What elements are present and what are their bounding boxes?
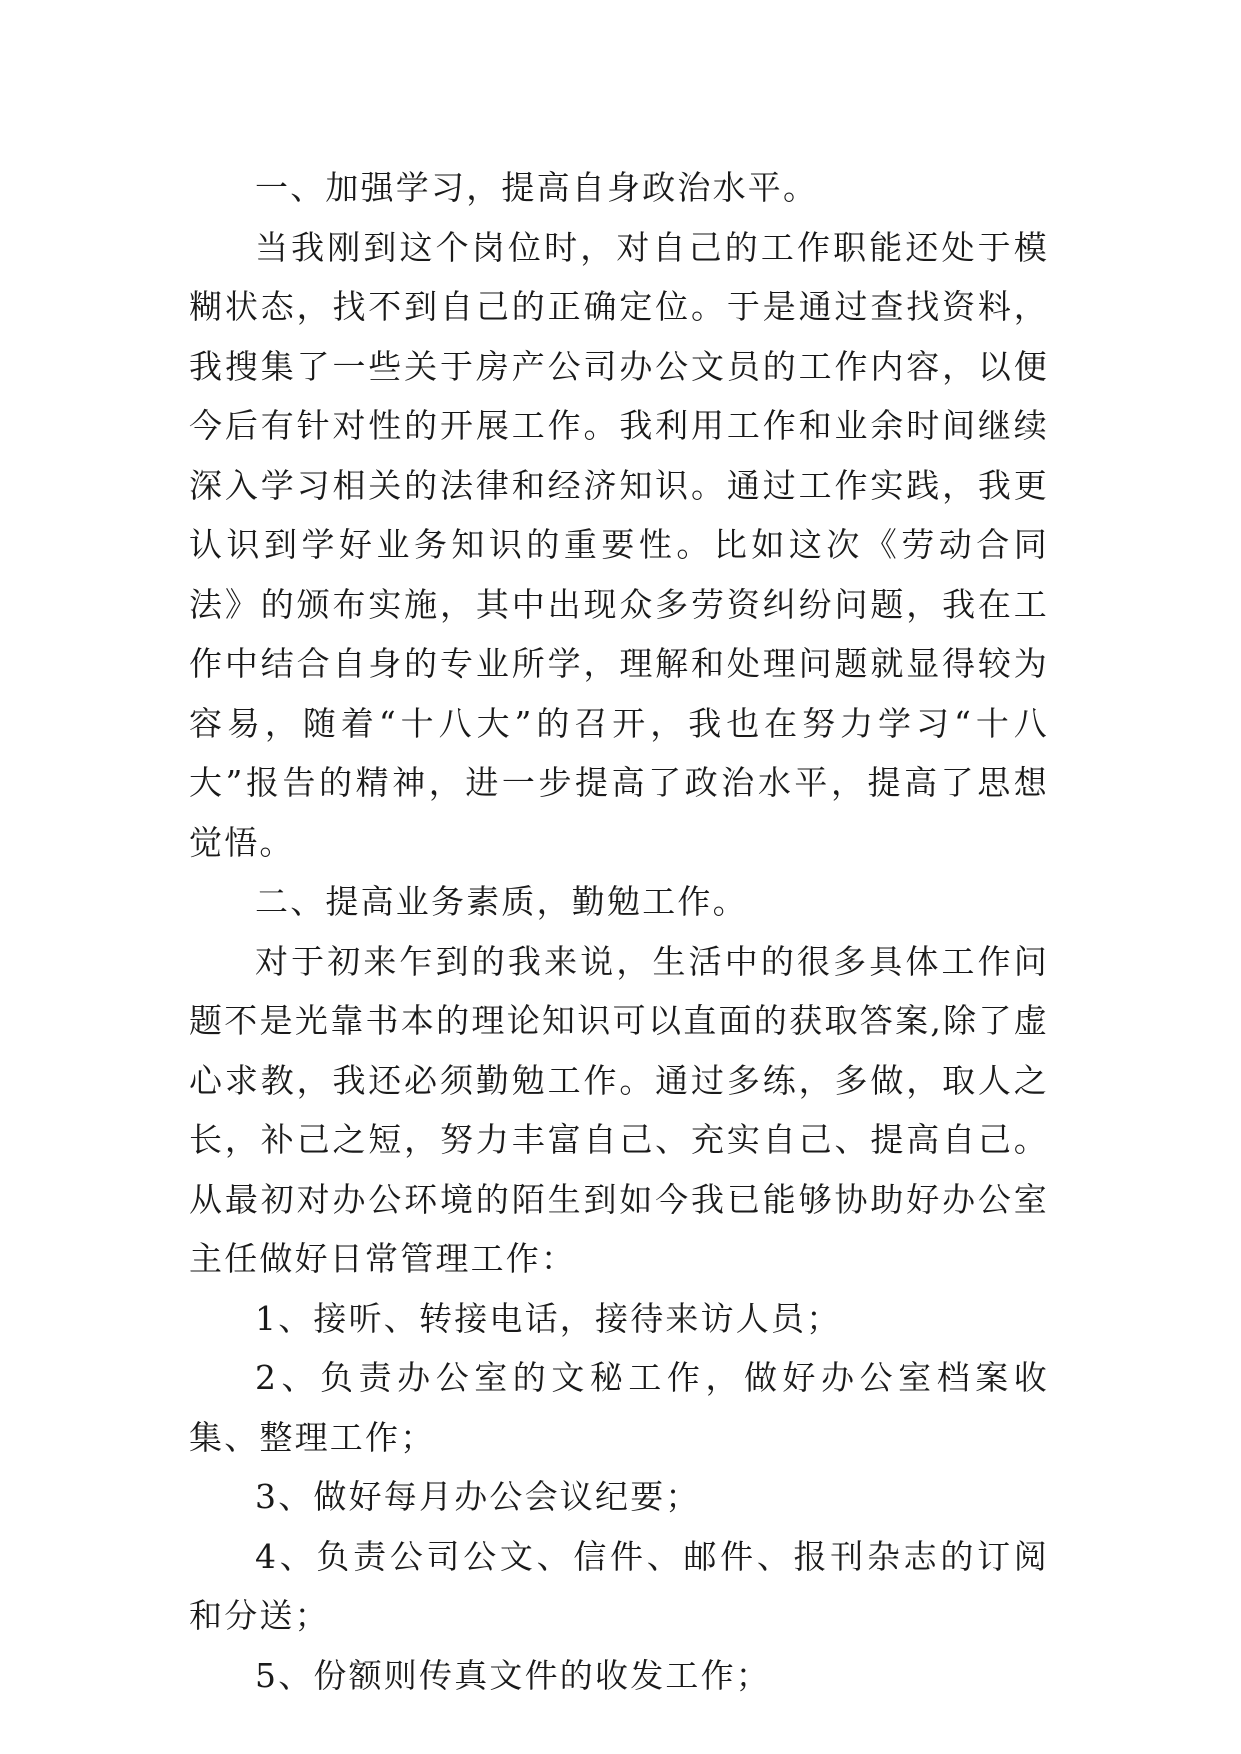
list-item: 2、负责办公室的文秘工作，做好办公室档案收集、整理工作；	[189, 1358, 1049, 1457]
body-paragraph: 当我刚到这个岗位时，对自己的工作职能还处于模糊状态，找不到自己的正确定位。于是通过查找资料，我搜集了一些关于房产公司办公文员的工作内容，以便今后有针对性的开展工作。我利用工作和业余时间继续深入学习相关的法律和经济知识。通过工作实践，我更认识到学好业务知识的重要性。比如这次《劳动合同法》的颁布实施，其中出现众多劳资纠纷问题，我在工作中结合自身的专业所学，理解和处理问题就显得较为容易，随着“十八大”的召开，我也在努力学习“十八大”报告的精神，进一步提高了政治水平，提高了思想觉悟。	[189, 227, 1049, 862]
section-heading-2: 二、提高业务素质，勤勉工作。	[255, 882, 748, 921]
body-paragraph: 对于初来乍到的我来说，生活中的很多具体工作问题不是光靠书本的理论知识可以直面的获取答案,除了虚心求教，我还必须勤勉工作。通过多练，多做，取人之长，补己之短，努力丰富自己、充实自己、提高自己。从最初对办公环境的陌生到如今我已能够协助好办公室主任做好日常管理工作：	[189, 941, 1049, 1278]
list-item: 3、做好每月办公会议纪要；	[255, 1477, 701, 1516]
list-item: 5、份额则传真文件的收发工作；	[255, 1655, 771, 1695]
list-item: 1、接听、转接电话，接待来访人员；	[255, 1298, 842, 1338]
document-page	[189, 158, 1049, 1705]
section-heading-1: 一、加强学习，提高自身政治水平。	[255, 168, 819, 207]
list-item: 4、负责公司公文、信件、邮件、报刊杂志的订阅和分送；	[189, 1536, 1049, 1635]
